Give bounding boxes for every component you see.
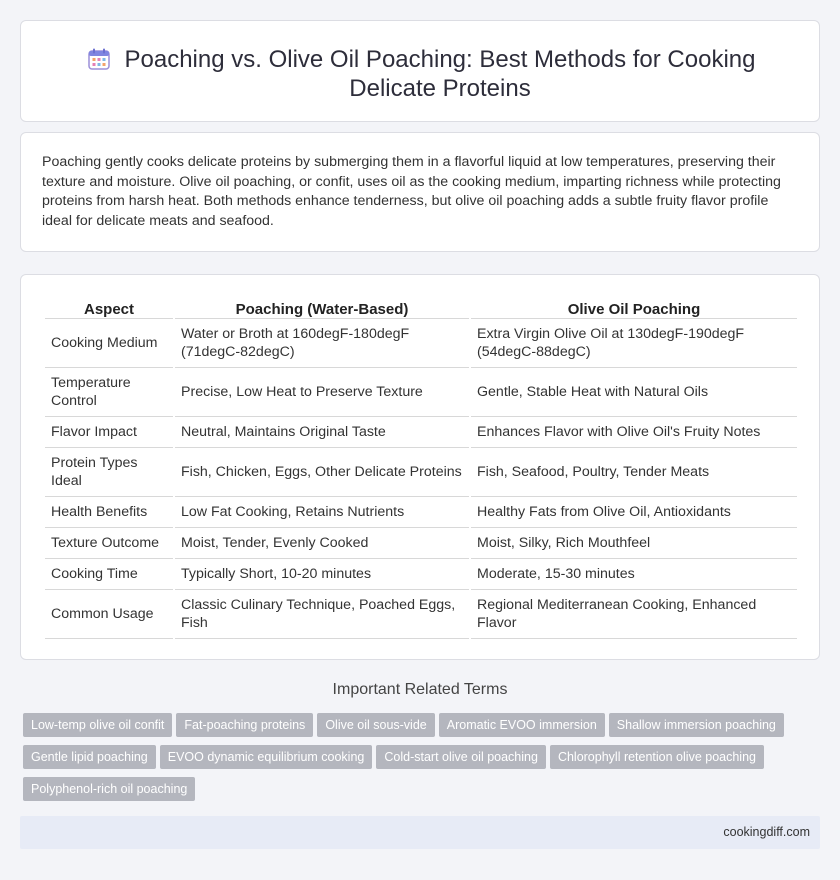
row-olive-oil-value: Enhances Flavor with Olive Oil's Fruity Notes <box>471 417 797 448</box>
row-olive-oil-value: Fish, Seafood, Poultry, Tender Meats <box>471 448 797 497</box>
table-row <box>45 497 797 528</box>
footer <box>20 816 820 849</box>
table-row <box>45 368 797 417</box>
table-row <box>45 528 797 559</box>
column-header-olive-oil-poaching: Olive Oil Poaching <box>471 297 797 319</box>
table-row <box>45 448 797 497</box>
column-header-aspect: Aspect <box>45 297 173 319</box>
row-olive-oil-value: Moist, Silky, Rich Mouthfeel <box>471 528 797 559</box>
related-term-tag[interactable]: EVOO dynamic equilibrium cooking <box>160 745 373 769</box>
comparison-table <box>43 297 799 639</box>
row-aspect: Health Benefits <box>45 497 173 528</box>
table-row <box>45 559 797 590</box>
column-header-poaching: Poaching (Water-Based) <box>175 297 469 319</box>
row-poaching-value: Classic Culinary Technique, Poached Eggs, Fish <box>175 590 469 639</box>
related-term-tag[interactable]: Polyphenol-rich oil poaching <box>23 777 195 801</box>
related-terms-list <box>23 713 813 809</box>
row-olive-oil-value: Gentle, Stable Heat with Natural Oils <box>471 368 797 417</box>
row-aspect: Temperature Control <box>45 368 173 417</box>
row-olive-oil-value: Healthy Fats from Olive Oil, Antioxidants <box>471 497 797 528</box>
related-term-tag[interactable]: Cold-start olive oil poaching <box>376 745 546 769</box>
row-aspect: Cooking Time <box>45 559 173 590</box>
row-poaching-value: Neutral, Maintains Original Taste <box>175 417 469 448</box>
related-term-tag[interactable]: Aromatic EVOO immersion <box>439 713 605 737</box>
row-poaching-value: Low Fat Cooking, Retains Nutrients <box>175 497 469 528</box>
title-card <box>20 20 820 122</box>
related-term-tag[interactable]: Low-temp olive oil confit <box>23 713 172 737</box>
row-poaching-value: Moist, Tender, Evenly Cooked <box>175 528 469 559</box>
row-aspect: Protein Types Ideal <box>45 448 173 497</box>
row-olive-oil-value: Extra Virgin Olive Oil at 130degF-190degF (54degC-88degC) <box>471 319 797 368</box>
row-poaching-value: Precise, Low Heat to Preserve Texture <box>175 368 469 417</box>
table-row <box>45 590 797 639</box>
related-term-tag[interactable]: Olive oil sous-vide <box>317 713 434 737</box>
row-olive-oil-value: Moderate, 15-30 minutes <box>471 559 797 590</box>
row-aspect: Common Usage <box>45 590 173 639</box>
intro-card <box>20 132 820 252</box>
table-row <box>45 417 797 448</box>
row-poaching-value: Water or Broth at 160degF-180degF (71degC-82degC) <box>175 319 469 368</box>
table-header-row <box>45 297 797 319</box>
row-poaching-value: Fish, Chicken, Eggs, Other Delicate Proteins <box>175 448 469 497</box>
related-term-tag[interactable]: Shallow immersion poaching <box>609 713 784 737</box>
row-poaching-value: Typically Short, 10-20 minutes <box>175 559 469 590</box>
row-aspect: Texture Outcome <box>45 528 173 559</box>
footer-site-link[interactable]: cookingdiff.com <box>723 825 810 839</box>
related-term-tag[interactable]: Gentle lipid poaching <box>23 745 156 769</box>
comparison-card <box>20 274 820 660</box>
page-title: Poaching vs. Olive Oil Poaching: Best Methods for Cooking Delicate Proteins <box>124 46 756 102</box>
table-row <box>45 319 797 368</box>
related-terms-heading: Important Related Terms <box>332 681 508 698</box>
row-olive-oil-value: Regional Mediterranean Cooking, Enhanced Flavor <box>471 590 797 639</box>
related-term-tag[interactable]: Fat-poaching proteins <box>176 713 313 737</box>
row-aspect: Flavor Impact <box>45 417 173 448</box>
row-aspect: Cooking Medium <box>45 319 173 368</box>
related-term-tag[interactable]: Chlorophyll retention olive poaching <box>550 745 764 769</box>
intro-paragraph: Poaching gently cooks delicate proteins by submerging them in a flavorful liquid at low temperatures, preserving their texture and moisture. Olive oil poaching, or confit, uses oil as the cooking medium, imparting richness while protecting proteins from harsh heat. Both methods enhance tenderness, but olive oil poaching adds a subtle fruity flavor profile ideal for delicate meats and seafood. <box>42 154 781 229</box>
